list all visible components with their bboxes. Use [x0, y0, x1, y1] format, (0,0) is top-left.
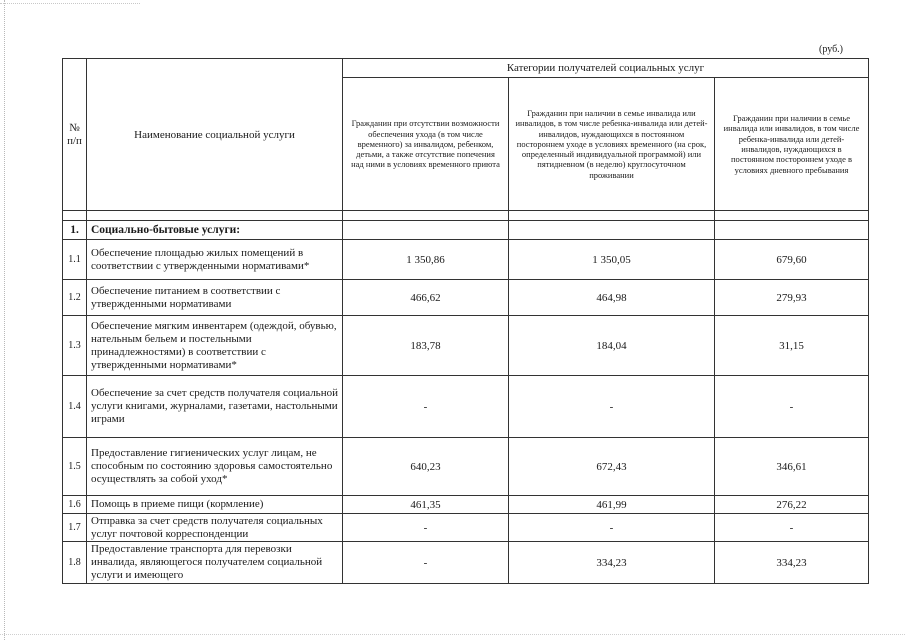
- row-service-name: Отправка за счет средств получателя социальных услуг почтовой корреспонденции: [87, 514, 343, 542]
- table-row: [63, 376, 869, 438]
- row-value-round-the-clock: -: [509, 376, 715, 438]
- row-value-day-stay: 346,61: [715, 438, 869, 496]
- row-value-round-the-clock: 184,04: [509, 316, 715, 376]
- section-empty-cell: [343, 221, 509, 240]
- header-num: № п/п: [63, 59, 87, 211]
- table-row: [63, 514, 869, 542]
- row-value-round-the-clock: 672,43: [509, 438, 715, 496]
- currency-unit-label: (руб.): [819, 44, 843, 55]
- row-service-name: Помощь в приеме пищи (кормление): [87, 496, 343, 514]
- header-category-temporary-shelter: Гражданин при отсутствии возможности обеспечения ухода (в том числе временного) за инвалидом, ребенком, детьми, а также отсутствие попечения над ними в условиях временного приюта: [343, 78, 509, 211]
- row-value-temporary-shelter: -: [343, 542, 509, 584]
- row-value-temporary-shelter: 461,35: [343, 496, 509, 514]
- section-empty-cell: [509, 221, 715, 240]
- table-row: [63, 240, 869, 280]
- table-row: [63, 496, 869, 514]
- table-row: [63, 542, 869, 584]
- scan-edge-left: [4, 0, 6, 640]
- section-row: [63, 221, 869, 240]
- row-service-name: Предоставление гигиенических услуг лицам, не способным по состоянию здоровья самостоятельно осуществлять за собой уход*: [87, 438, 343, 496]
- spacer-cell: [87, 211, 343, 221]
- row-service-name: Обеспечение мягким инвентарем (одеждой, обувью, нательным бельем и постельными принадлежностями) в соответствии с утвержденными нормативами*: [87, 316, 343, 376]
- header-service-name: Наименование социальной услуги: [87, 59, 343, 211]
- row-num: 1.5: [63, 438, 87, 496]
- header-row-top: [63, 59, 869, 78]
- row-num: 1.1: [63, 240, 87, 280]
- row-value-round-the-clock: -: [509, 514, 715, 542]
- row-value-day-stay: -: [715, 376, 869, 438]
- table-row: [63, 280, 869, 316]
- row-service-name: Обеспечение за счет средств получателя социальной услуги книгами, журналами, газетами, настольными играми: [87, 376, 343, 438]
- row-value-day-stay: 334,23: [715, 542, 869, 584]
- row-value-round-the-clock: 334,23: [509, 542, 715, 584]
- row-num: 1.6: [63, 496, 87, 514]
- row-value-temporary-shelter: 640,23: [343, 438, 509, 496]
- row-value-temporary-shelter: 466,62: [343, 280, 509, 316]
- row-value-round-the-clock: 461,99: [509, 496, 715, 514]
- row-value-round-the-clock: 464,98: [509, 280, 715, 316]
- section-empty-cell: [715, 221, 869, 240]
- row-service-name: Предоставление транспорта для перевозки инвалида, являющегося получателем социальной услуги и имеющего: [87, 542, 343, 584]
- row-value-day-stay: 679,60: [715, 240, 869, 280]
- table-row: [63, 316, 869, 376]
- table-row: [63, 438, 869, 496]
- tariff-table: [62, 58, 869, 584]
- spacer-row: [63, 211, 869, 221]
- row-value-round-the-clock: 1 350,05: [509, 240, 715, 280]
- header-category-round-the-clock: Гражданин при наличии в семье инвалида или инвалидов, в том числе ребенка-инвалида или детей-инвалидов, нуждающихся в постоянном постороннем уходе в условиях временного (на срок, определенный индивидуальной программой) или пятидневном (в неделю) круглосуточном проживании: [509, 78, 715, 211]
- row-num: 1.7: [63, 514, 87, 542]
- row-num: 1.2: [63, 280, 87, 316]
- row-num: 1.8: [63, 542, 87, 584]
- spacer-cell: [63, 211, 87, 221]
- row-num: 1.4: [63, 376, 87, 438]
- section-num: 1.: [63, 221, 87, 240]
- spacer-cell: [715, 211, 869, 221]
- row-value-temporary-shelter: -: [343, 514, 509, 542]
- scan-edge-top: [0, 3, 140, 5]
- row-num: 1.3: [63, 316, 87, 376]
- row-value-temporary-shelter: -: [343, 376, 509, 438]
- row-service-name: Обеспечение площадью жилых помещений в соответствии с утвержденными нормативами*: [87, 240, 343, 280]
- scan-edge-bottom: [0, 634, 905, 636]
- spacer-cell: [509, 211, 715, 221]
- row-value-day-stay: 31,15: [715, 316, 869, 376]
- header-category-day-stay: Гражданин при наличии в семье инвалида или инвалидов, в том числе ребенка-инвалида или детей-инвалидов, нуждающихся в постоянном постороннем уходе в условиях дневного пребывания: [715, 78, 869, 211]
- spacer-cell: [343, 211, 509, 221]
- row-value-day-stay: -: [715, 514, 869, 542]
- row-service-name: Обеспечение питанием в соответствии с утвержденными нормативами: [87, 280, 343, 316]
- row-value-temporary-shelter: 1 350,86: [343, 240, 509, 280]
- row-value-temporary-shelter: 183,78: [343, 316, 509, 376]
- row-value-day-stay: 276,22: [715, 496, 869, 514]
- section-title: Социально-бытовые услуги:: [87, 221, 343, 240]
- row-value-day-stay: 279,93: [715, 280, 869, 316]
- header-categories-title: Категории получателей социальных услуг: [343, 59, 869, 78]
